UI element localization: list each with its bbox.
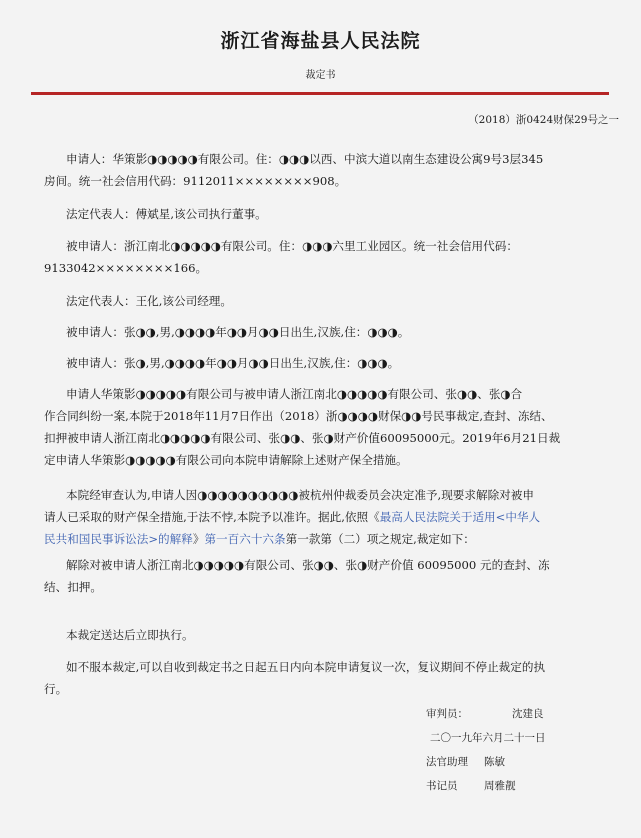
respondent-1-line-1: 被申请人：浙江南北◑◑◑◑◑有限公司。住：◑◑◑六里工业园区。统一社会信用代码： — [66, 239, 518, 253]
facts-line-3: 扣押被申请人浙江南北◑◑◑◑◑有限公司、张◑◑、张◑财产价值60095000元。2019年6月21日裁 — [44, 431, 561, 445]
document-type: 裁定书 — [305, 70, 336, 81]
clerk-label: 书记员 — [426, 780, 458, 792]
reasoning-bracket: 》 — [192, 532, 205, 546]
respondent-1-paragraph — [44, 235, 610, 279]
court-name: 浙江省海盐县人民法院 — [220, 30, 421, 52]
facts-line-1: 申请人华策影◑◑◑◑◑有限公司与被申请人浙江南北◑◑◑◑◑有限公司、张◑◑、张◑合 — [66, 387, 523, 401]
appeal-paragraph — [44, 656, 610, 700]
applicant-line-2: 房间。统一社会信用代码：9112011××××××××908。 — [44, 174, 347, 188]
reasoning-paragraph — [44, 484, 610, 550]
ruling-date: 二〇一九年六月二十一日 — [430, 732, 546, 744]
reasoning-line-2 — [44, 506, 610, 528]
reasoning-line-1: 本院经审查认为,申请人因◑◑◑◑◑◑◑◑◑◑被杭州仲裁委员会决定准予,现要求解除对被申 — [66, 488, 534, 502]
facts-paragraph — [44, 383, 610, 471]
facts-line-4: 定申请人华策影◑◑◑◑◑有限公司向本院申请解除上述财产保全措施。 — [44, 453, 408, 467]
header-divider — [31, 92, 609, 95]
appeal-line-2: 行。 — [44, 682, 68, 696]
article-link[interactable]: 第一百六十六条 — [204, 532, 286, 546]
facts-line-2: 作合同纠纷一案,本院于2018年11月7日作出（2018）浙◑◑◑◑财保◑◑号民事裁定,查封、冻结、 — [44, 409, 553, 423]
effect-paragraph: 本裁定送达后立即执行。 — [66, 628, 194, 642]
respondent-2: 被申请人：张◑◑,男,◑◑◑◑年◑◑月◑◑日出生,汉族,住：◑◑◑。 — [66, 325, 410, 339]
ruling-line-2: 结、扣押。 — [44, 580, 102, 594]
respondent-3: 被申请人：张◑,男,◑◑◑◑年◑◑月◑◑日出生,汉族,住：◑◑◑。 — [66, 356, 400, 370]
ruling-line-1: 解除对被申请人浙江南北◑◑◑◑◑有限公司、张◑◑、张◑财产价值 60095000 元的查封、冻 — [66, 558, 550, 572]
applicant-paragraph — [44, 148, 610, 192]
judge-label: 审判员： — [426, 708, 468, 720]
reasoning-text: 请人已采取的财产保全措施,于法不悖,本院予以准许。据此,依照《 — [44, 510, 380, 524]
case-number: （2018）浙0424财保29号之一 — [468, 114, 619, 126]
respondent-1-line-2: 9133042××××××××166。 — [44, 261, 208, 275]
applicant-representative: 法定代表人：傅斌星,该公司执行董事。 — [66, 207, 267, 221]
reasoning-line-3 — [44, 528, 610, 550]
appeal-line-1: 如不服本裁定,可以自收到裁定书之日起五日内向本院申请复议一次，复议期间不停止裁定的执 — [66, 660, 546, 674]
applicant-line-1: 申请人：华策影◑◑◑◑◑有限公司。住：◑◑◑以西、中滨大道以南生态建设公寓9号3层345 — [66, 152, 544, 166]
law-title-link[interactable]: 民共和国民事诉讼法>的解释 — [44, 532, 193, 546]
ruling-paragraph — [44, 554, 610, 598]
reasoning-tail: 第一款第（二）项之规定,裁定如下： — [285, 532, 475, 546]
law-reference-link[interactable]: 最高人民法院关于适用<中华人 — [379, 510, 541, 524]
assistant-name: 陈敏 — [484, 756, 505, 768]
assistant-label: 法官助理 — [426, 756, 468, 768]
clerk-name: 周雅靓 — [484, 780, 516, 792]
respondent-1-representative: 法定代表人：王化,该公司经理。 — [66, 294, 232, 308]
judge-name: 沈建良 — [512, 708, 544, 720]
